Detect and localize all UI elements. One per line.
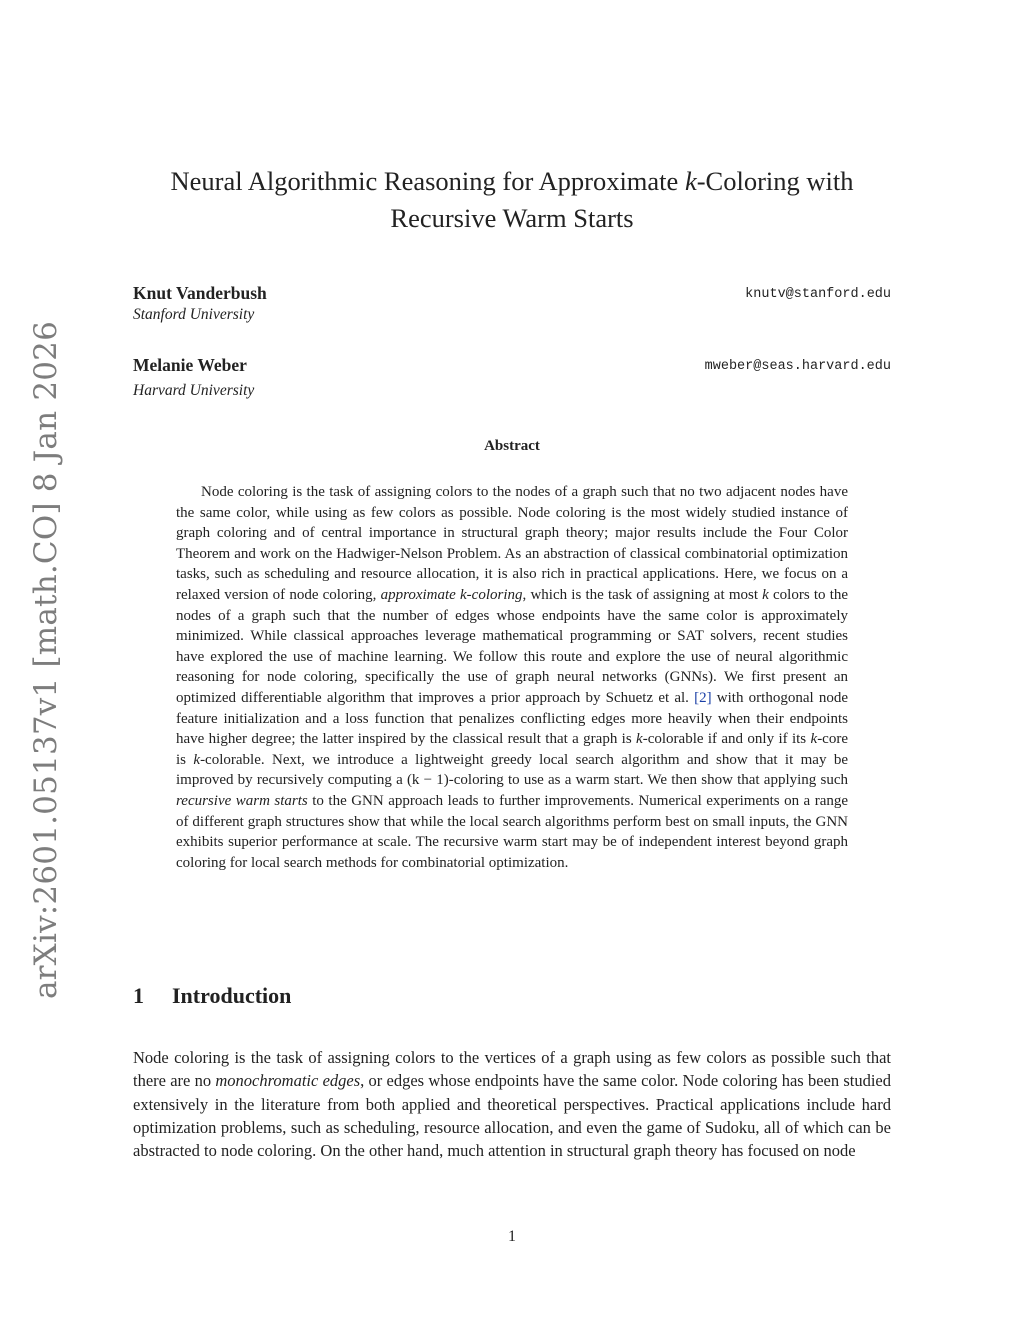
section-title: Introduction xyxy=(172,983,292,1008)
abstract-body xyxy=(176,482,848,873)
author-email[interactable]: knutv@stanford.edu xyxy=(745,287,891,302)
math-expression: (k − 1) xyxy=(406,772,449,789)
paper-title xyxy=(120,163,904,237)
author-block-1 xyxy=(133,283,891,324)
page-number: 1 xyxy=(508,1228,516,1245)
section-heading xyxy=(133,983,291,1009)
section-number: 1 xyxy=(133,983,144,1008)
author-name: Melanie Weber xyxy=(133,355,247,375)
abstract-heading: Abstract xyxy=(484,438,540,454)
author-block-2 xyxy=(133,355,891,400)
abstract-paragraph: Node coloring is the task of assigning colors to the nodes of a graph such that no two adjacent nodes have the same color, while using as few colors as possible. Node coloring is the most widely studied instance of graph coloring and of central importance in structural graph theory; major results include the Four Color Theorem and work on the Hadwiger-Nelson Problem. As an abstraction of classical combinatorial optimization tasks, such as scheduling and resource allocation, it is also rich in practical applications. Here, we focus on a relaxed version of node coloring, approximate k-coloring, which is the task of assigning at most k colors to the nodes of a graph such that the number of edges whose endpoints have the same color is approximately minimized. While classical approaches leverage mathematical programming or SAT solvers, recent studies have explored the use of machine learning. We follow this route and explore the use of neural algorithmic reasoning for node coloring, specifically the use of graph neural networks (GNNs). We first present an optimized differentiable algorithm that improves a prior approach by Schuetz et al. [2] with orthogonal node feature initialization and a loss function that penalizes conflicting edges more heavily when their endpoints have higher degree; the latter inspired by the classical result that a graph is k-colorable if and only if its k-core is k-colorable. Next, we introduce a lightweight greedy local search algorithm and show that it may be improved by recursively computing a (k − 1)-coloring to use as a warm start. We then show that applying such recursive warm starts to the GNN approach leads to further improvements. Numerical experiments on a range of different graph structures show that while the local search algorithms perform best on small inputs, the GNN exhibits superior performance at scale. The recursive warm start may be of independent interest beyond graph coloring for local search methods for combinatorial optimization. xyxy=(176,484,849,871)
arxiv-identifier-text: arXiv:2601.05137v1 [math.CO] 8 Jan 2026 xyxy=(28,320,64,1000)
citation-link[interactable]: [2] xyxy=(694,689,712,706)
title-line-2: Recursive Warm Starts xyxy=(390,203,634,233)
author-affiliation: Harvard University xyxy=(133,382,255,399)
author-affiliation: Stanford University xyxy=(133,306,255,323)
intro-paragraph: Node coloring is the task of assigning colors to the vertices of a graph using as few colors as possible such that there are no monochromatic edges, or edges whose endpoints have the same color. Node coloring has been studied extensively in the literature from both applied and theoretical perspectives. Practical applications include hard optimization problems, such as scheduling, resource allocation, and even the game of Sudoku, all of which can be abstracted to node coloring. On the other hand, much attention in structural graph theory has focused on node xyxy=(133,1048,891,1161)
author-name: Knut Vanderbush xyxy=(133,283,267,303)
title-line-1: Neural Algorithmic Reasoning for Approximate k-Coloring with xyxy=(170,166,854,196)
author-email[interactable]: mweber@seas.harvard.edu xyxy=(704,359,891,374)
intro-body xyxy=(133,1046,891,1162)
